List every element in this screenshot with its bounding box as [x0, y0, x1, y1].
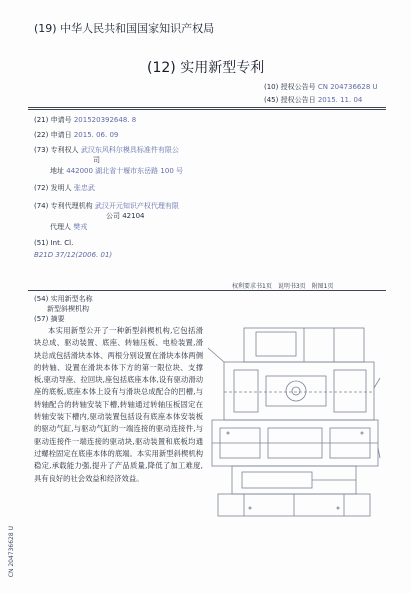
agent-name: 樊戎: [73, 223, 88, 231]
ipc-label: (51) Int. Cl.: [34, 239, 74, 247]
publication-number: CN 204736628 U: [317, 83, 378, 91]
application-number: 201520392648. 8: [73, 116, 137, 124]
utility-model-title: 新型斜楔机构: [47, 305, 89, 313]
inventor-name: 张忠武: [73, 184, 95, 192]
filing-date: 2015. 06. 09: [73, 131, 119, 139]
utility-model-title-label: (54) 实用新型名称: [34, 295, 93, 303]
address-value: 442000 湖北省十堰市东岳路 100 号: [66, 167, 183, 175]
agency-line1: 武汉开元知识产权代理有限: [94, 202, 179, 210]
agency-line2: 公司 42104: [106, 212, 145, 220]
filing-date-row: [34, 130, 118, 140]
publication-date-row: [264, 95, 362, 105]
agency-label: (74) 专利代理机构: [34, 202, 93, 210]
abstract-label: (57) 摘要: [34, 315, 65, 323]
inventor-label: (72) 发明人: [34, 184, 72, 192]
agent-label: 代理人: [50, 223, 71, 231]
header-divider-bottom: [28, 109, 386, 110]
address-label: 地址: [50, 167, 64, 175]
inventor-row: [34, 183, 95, 193]
office-name: (19) 中华人民共和国国家知识产权局: [34, 22, 215, 35]
publication-date: 2015. 11. 04: [317, 96, 363, 104]
drawing-top-inset: [256, 332, 296, 356]
publication-date-label: (45) 授权公告日: [264, 96, 316, 104]
drawing-slider-block: [224, 362, 374, 420]
application-number-row: [34, 115, 136, 125]
section-divider: [28, 290, 386, 291]
ipc-code: B21D 37/12(2006. 01): [34, 251, 113, 259]
application-number-label: (21) 申请号: [34, 116, 72, 124]
side-publication-code: CN 204736628 U: [8, 526, 15, 578]
patent-owner-line1: 武汉东风科尔模具标准件有限公: [80, 146, 179, 154]
abstract-text: 本实用新型公开了一种新型斜楔机构,它包括滑块总成、驱动装置、底座、转轴压板、电检装置,滑块总成包括滑块本体、两根分别设置在滑块本体两侧的转轴、设置在滑块本体下方的第一限位块、支撑板,驱动导座、拉回块,座包括底座本体,设有驱动滑动座的底板,底座本体上设有与滑块总成配合的凹槽,与转轴配合的转轴安装下槽,转轴通过转轴压板固定在转轴安装下槽内,驱动装置包括设有底座本体安装板的驱动气缸,与驱动气缸的一端连接的驱动连接件,与驱动连接件一端连接的驱动块,驱动装置和底板均通过螺栓固定在底座本体的底端。本实用新型斜楔机构稳定,承载能力强,提升了产品质量,降低了加工难度,具有良好的社会效益和经济效益。: [34, 326, 203, 483]
gazette-title: (12) 实用新型专利: [147, 60, 265, 76]
publication-number-label: (10) 授权公告号: [264, 83, 316, 91]
patent-owner-label: (73) 专利权人: [34, 146, 79, 154]
abstract-drawing: [204, 318, 386, 532]
patent-owner-row: [34, 145, 179, 155]
filing-date-label: (22) 申请日: [34, 131, 72, 139]
address-row: [50, 166, 183, 176]
header-divider-top: [28, 107, 386, 108]
publication-number-row: [264, 82, 378, 92]
agency-row: [34, 201, 179, 211]
page-count: 权利要求书1页 说明书3页 附图1页: [232, 283, 334, 290]
patent-owner-line2: 司: [93, 156, 100, 164]
agent-row: [50, 222, 87, 232]
